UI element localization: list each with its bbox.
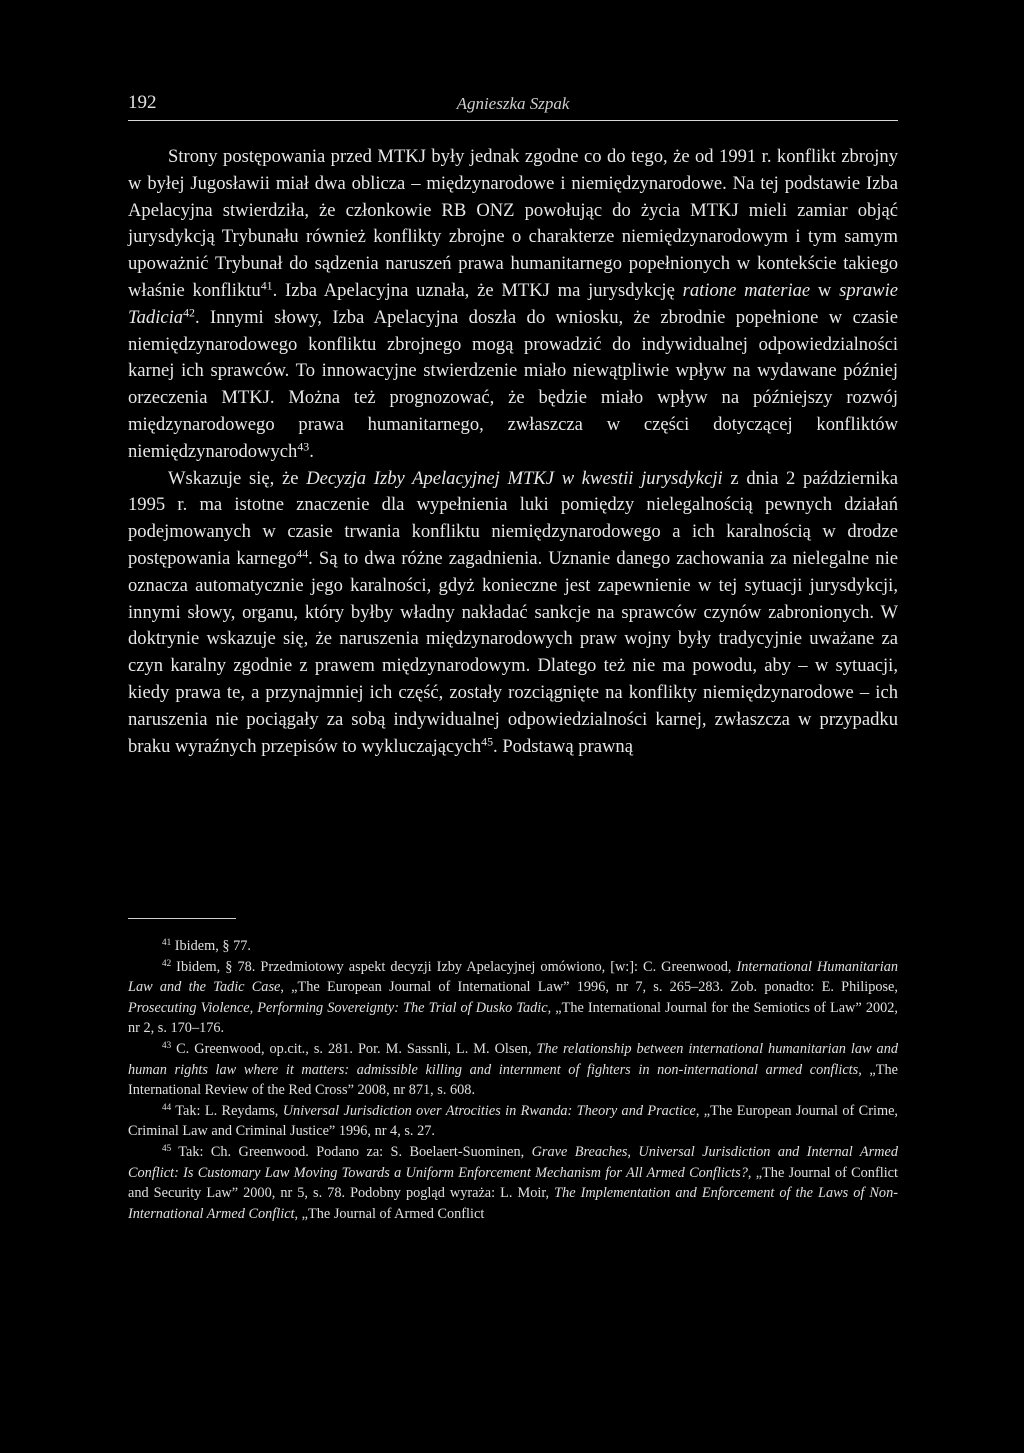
footnote-italic: Universal Jurisdiction over Atrocities in Rwanda: Theory and Practice <box>282 1102 696 1119</box>
footnote-number: 41 <box>162 936 172 947</box>
footnote-41 <box>128 936 898 957</box>
main-text <box>128 144 898 760</box>
footnote-separator <box>128 918 236 919</box>
footnote-ref-42: 42 <box>183 305 195 320</box>
page-header <box>128 92 898 121</box>
footnote-text: Tak: Ch. Greenwood. Podano za: S. Boelaert-Suominen, <box>171 1143 532 1160</box>
italic-run: sprawie Tadicia <box>128 279 898 328</box>
text-run: Wskazuje się, że <box>168 467 307 489</box>
footnote-text: , „The International Journal for the Semiotics of Law” 2002, nr 2, s. 170–176. <box>128 999 898 1037</box>
footnote-44 <box>128 1101 898 1142</box>
footnote-number: 42 <box>162 957 172 968</box>
italic-run: ratione materiae <box>682 279 811 301</box>
footnote-text: , „The International Review of the Red Cross” 2008, nr 871, s. 608. <box>128 1061 898 1099</box>
footnote-italic: The Implementation and Enforcement of the Laws of Non-International Armed Conflict <box>128 1185 898 1222</box>
text-run: w <box>810 279 840 301</box>
footnote-text: Ibidem, § 78. Przedmiotowy aspekt decyzji Izby Apelacyjnej omówiono, [w:]: C. Greenwood, <box>171 958 737 975</box>
footnote-text: , „The European Journal of Crime, Criminal Law and Criminal Justice” 1996, nr 4, s. 27. <box>128 1102 898 1140</box>
footnote-text: , „The Journal of Conflict and Security Law” 2000, nr 5, s. 78. Podobny pogląd wyraża: L. Moir, <box>128 1164 898 1202</box>
footnote-italic: Grave Breaches, Universal Jurisdiction and Internal Armed Conflict: Is Customary Law Moving Towards a Uniform Enforcement Mechanism for All Armed Conflicts? <box>128 1143 898 1181</box>
footnote-text: , „The Journal of Armed Conflict <box>294 1205 485 1222</box>
text-run: . Podstawą prawną <box>493 735 633 757</box>
footnote-number: 44 <box>162 1101 172 1112</box>
text-run: z dnia 2 października 1995 r. ma istotne znaczenie dla wypełnienia luki pomiędzy nielegalnością pewnych działań podejmowanych w czasie trwania konfliktu niemiędzynarodowego a ich karalnością w drodze postępowania karnego <box>128 467 898 569</box>
text-run: . <box>309 440 314 462</box>
footnote-italic: The relationship between international humanitarian law and human rights law where it matters: admissible killing and internment of fighters in non-international armed conflicts <box>128 1040 898 1078</box>
italic-run: Decyzja Izby Apelacyjnej MTKJ w kwestii jurysdykcji <box>306 467 723 489</box>
footnotes <box>128 936 898 1224</box>
footnote-ref-41: 41 <box>260 278 273 293</box>
text-run: . Izba Apelacyjna uznała, że MTKJ ma jurysdykcję <box>272 279 683 301</box>
paragraph-2 <box>128 466 898 761</box>
footnote-43 <box>128 1039 898 1101</box>
text-run: Strony postępowania przed MTKJ były jednak zgodne co do tego, że od 1991 r. konflikt zbrojny w byłej Jugosławii miał dwa oblicza – międzynarodowe i niemiędzynarodowe. Na tej podstawie Izba Apelacyjna stwierdziła, że członkowie RB ONZ powołując do życia MTKJ mieli zamiar objąć jurysdykcją Trybunału również konflikty zbrojne o charakterze niemiędzynarodowym i tym samym upoważnić Trybunał do sądzenia naruszeń prawa humanitarnego popełnionych w kontekście takiego właśnie konfliktu <box>128 146 898 301</box>
footnote-ref-44: 44 <box>296 546 309 561</box>
running-head-author: Agnieszka Szpak <box>456 94 570 113</box>
footnote-text: C. Greenwood, op.cit., s. 281. Por. M. Sassnli, L. M. Olsen, <box>171 1040 537 1057</box>
footnote-text: Tak: L. Reydams, <box>171 1102 283 1119</box>
page-number: 192 <box>128 92 157 113</box>
footnote-ref-45: 45 <box>481 733 494 748</box>
footnote-text: Ibidem, § 77. <box>171 938 251 954</box>
footnote-ref-43: 43 <box>297 439 310 454</box>
footnote-italic: International Humanitarian Law and the Tadic Case <box>128 958 898 996</box>
footnote-italic: Prosecuting Violence, Performing Sovereignty: The Trial of Dusko Tadic <box>128 999 548 1016</box>
footnote-45 <box>128 1142 898 1224</box>
text-run: . Innymi słowy, Izba Apelacyjna doszła do wniosku, że zbrodnie popełnione w czasie niemiędzynarodowego konfliktu zbrojnego mogą prowadzić do indywidualnej odpowiedzialności karnej ich sprawców. To innowacyjne stwierdzenie miało niewątpliwie wpływ na wydawane później orzeczenia MTKJ. Można też prognozować, że będzie miało wpływ na późniejszy rozwój międzynarodowego prawa humanitarnego, zwłaszcza w części dotyczącej konfliktów niemiędzynarodowych <box>128 306 898 462</box>
text-run: . Są to dwa różne zagadnienia. Uznanie danego zachowania za nielegalne nie oznacza automatycznie jego karalności, gdyż konieczne jest zapewnienie w tej sytuacji jurysdykcji, innymi słowy, organu, który byłby władny nakładać sankcje na sprawców czynów zabronionych. W doktrynie wskazuje się, że naruszenia międzynarodowych praw wojny były tradycyjnie uważane za czyn karalny zgodnie z prawem międzynarodowym. Dlatego też nie ma powodu, aby – w sytuacji, kiedy prawa te, a przynajmniej ich część, zostały rozciągnięte na konflikty niemiędzynarodowe – ich naruszenia nie pociągały za sobą indywidualnej odpowiedzialności karnej, zwłaszcza w przypadku braku wyraźnych przepisów to wykluczających <box>128 547 899 757</box>
footnote-number: 43 <box>162 1039 172 1050</box>
footnote-text: , „The European Journal of International Law” 1996, nr 7, s. 265–283. Zob. ponadto: E. Philipose, <box>280 979 898 996</box>
footnote-number: 45 <box>162 1142 172 1153</box>
footnote-42 <box>128 957 898 1039</box>
paragraph-1 <box>128 144 898 466</box>
